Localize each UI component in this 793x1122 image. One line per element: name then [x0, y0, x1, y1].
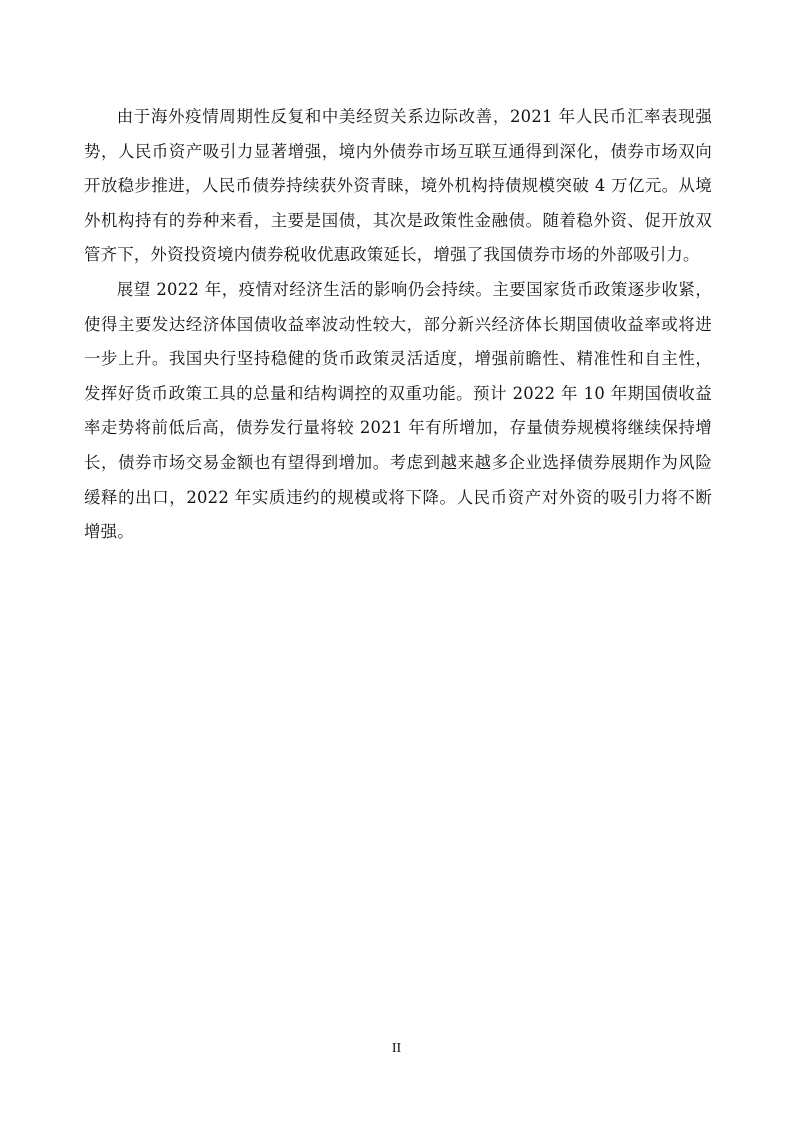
paragraph: 由于海外疫情周期性反复和中美经贸关系边际改善，2021 年人民币汇率表现强势，人民币资产吸引力显著增强，境内外债券市场互联互通得到深化，债券市场双向开放稳步推进，人民币债券持续获外资青睐，境外机构持债规模突破 4 万亿元。从境外机构持有的券种来看，主要是国债，其次是政策性金融债。随着稳外资、促开放双管齐下，外资投资境内债券税收优惠政策延长，增强了我国债券市场的外部吸引力。 — [84, 107, 712, 265]
paragraph: 展望 2022 年，疫情对经济生活的影响仍会持续。主要国家货币政策逐步收紧，使得主要发达经济体国债收益率波动性较大，部分新兴经济体长期国债收益率或将进一步上升。我国央行坚持稳健的货币政策灵活适度，增强前瞻性、精准性和自主性，发挥好货币政策工具的总量和结构调控的双重功能。预计 2022 年 10 年期国债收益率走势将前低后高，债券发行量将较 2021 年有所增加，存量债券规模将继续保持增长，债券市场交易金额也有望得到增加。考虑到越来越多企业选择债券展期作为风险缓释的出口，2022 年实质违约的规模或将下降。人民币资产对外资的吸引力将不断增强。 — [84, 279, 712, 542]
page-number: II — [391, 1041, 402, 1056]
document-body — [84, 100, 712, 550]
